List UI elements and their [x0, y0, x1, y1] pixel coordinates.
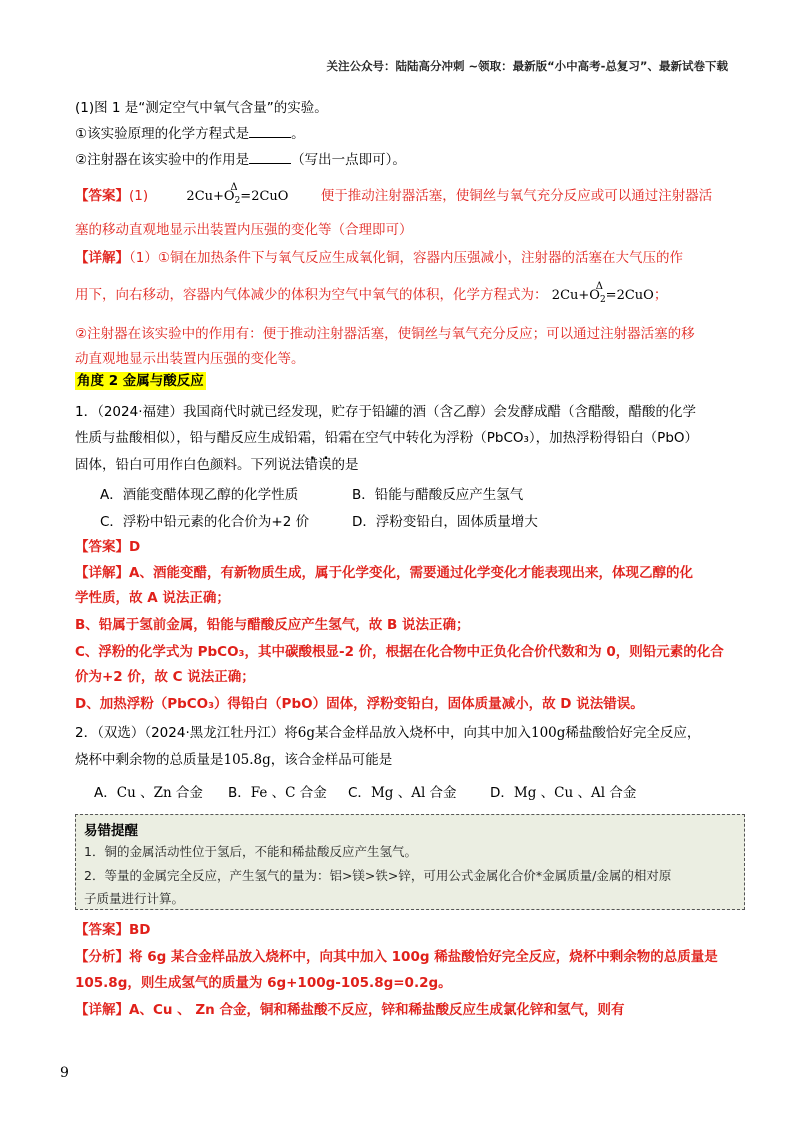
p2-text: 烧杯中剩余物的总质量是	[75, 752, 224, 768]
p2-text: ，该合金样品可能是	[270, 752, 393, 768]
chemical-equation: $2Cu+O_2$ Δ =2CuO	[552, 288, 654, 303]
emphasis-char: 错	[304, 457, 318, 473]
math-value: 6g	[297, 725, 315, 741]
emphasis-char: 误	[318, 457, 332, 473]
option-letter: B．	[228, 785, 251, 801]
q1-detail-3: ②注射器在该实验中的作用有：便于推动注射器活塞，使铜丝与氧气充分反应；可以通过注射器活塞的移	[75, 326, 695, 342]
answer-blank	[249, 125, 291, 138]
q1-intro: (1)图 1 是“测定空气中氧气含量”的实验。	[75, 100, 328, 116]
answer-label: 【答案】	[75, 539, 129, 555]
option-a: A．酒能变醋体现乙醇的化学性质	[100, 487, 299, 503]
section-title: 角度 2 金属与酸反应	[77, 373, 204, 389]
analysis-label: 【分析】	[75, 949, 129, 965]
math-value: 105.8g	[223, 752, 271, 768]
option-b: B．铅能与醋酸反应产生氢气	[352, 487, 524, 503]
q1-sub1	[75, 124, 305, 144]
delta-symbol: Δ	[595, 281, 604, 292]
tip-line-1: 1．铜的金属活动性位于氢后，不能和稀盐酸反应产生氢气。	[84, 844, 417, 859]
option-c	[348, 781, 457, 801]
option-d: D．浮粉变铅白，固体质量增大	[352, 514, 538, 530]
chemical-equation: $2Cu+O_2$ Δ =2CuO	[186, 189, 288, 204]
answer-value: D	[129, 539, 141, 555]
p2-analysis-2: 105.8g，则生成氢气的质量为 6g+100g-105.8g=0.2g。	[75, 975, 452, 991]
eq-right: 2CuO	[251, 189, 289, 204]
option-text: 合金	[171, 785, 203, 801]
option-letter: C．	[348, 785, 371, 801]
p1-detail-2: 学性质，故 A 说法正确；	[75, 590, 230, 606]
detail-text: A、酒能变醋，有新物质生成，属于化学变化，需要通过化学变化才能表现出来，体现乙醇的化	[129, 565, 693, 581]
option-formula: Cu 、Zn	[116, 785, 172, 801]
p1-line3-end: 的是	[331, 457, 359, 473]
detail-text: A、Cu 、 Zn 合金，铜和稀盐酸不反应，锌和稀盐酸反应生成氯化锌和氢气，则有	[129, 1002, 625, 1018]
answer-value: BD	[129, 922, 151, 938]
math-value: 100g	[530, 725, 566, 741]
p1-detail-6: D、加热浮粉（PbCO₃）得铅白（PbO）固体，浮粉变铅白，固体质量减小，故 D 说法错误。	[75, 696, 644, 712]
eq-left: 2Cu+O	[551, 288, 600, 303]
page-header: 关注公众号：陆陆高分冲刺 ~领取：最新版“小中高考-总复习”、最新试卷下载	[326, 59, 728, 73]
p1-line3	[75, 455, 359, 475]
option-formula: Fe 、C	[250, 785, 296, 801]
answer-label: 【答案】	[75, 188, 129, 204]
q1-detail-4: 动直观地显示出装置内压强的变化等。	[75, 351, 305, 367]
p1-detail-5: 价为+2 价，故 C 说法正确；	[75, 669, 255, 685]
error-tip-box	[75, 814, 745, 910]
p1-detail-3: B、铅属于氢前金属，铅能与醋酸反应产生氢气，故 B 说法正确；	[75, 617, 470, 633]
eq-sub: 2	[599, 295, 606, 305]
q1-sub2	[75, 150, 406, 170]
option-b	[228, 781, 327, 801]
p1-line2: 性质与盐酸相似），铅与醋反应生成铅霜，铅霜在空气中转化为浮粉（PbCO₃），加热浮粉得铅白（PbO）	[75, 430, 699, 446]
answer-blank	[249, 151, 291, 164]
q1-answer-cont: 塞的移动直观地显示出装置内压强的变化等（合理即可）	[75, 222, 413, 238]
p2-text: 某合金样品放入烧杯中，向其中加入	[314, 725, 531, 741]
p1-detail-1	[75, 563, 693, 583]
p2-line1	[75, 723, 700, 743]
detail-text: （1）①铜在加热条件下与氧气反应生成氧化铜，容器内压强减小，注射器的活塞在大气压的作	[129, 250, 683, 266]
option-formula: Mg 、Cu 、Al	[513, 785, 606, 801]
answer-number: (1)	[129, 188, 149, 204]
tip-title: 易错提醒	[84, 823, 138, 839]
page-number: 9	[60, 1065, 69, 1081]
option-formula: Mg 、Al	[370, 785, 426, 801]
p2-detail-1	[75, 1000, 624, 1020]
answer-label: 【答案】	[75, 922, 129, 938]
delta-symbol: Δ	[230, 182, 238, 193]
q1-detail-2	[75, 281, 668, 310]
option-text: 合金	[295, 785, 327, 801]
option-d	[490, 781, 636, 801]
detail-label: 【详解】	[75, 1002, 129, 1018]
option-text: 合金	[425, 785, 457, 801]
option-letter: D．	[490, 785, 514, 801]
tip-line-2: 2．等量的金属完全反应，产生氢气的量为：铝>镁>铁>锌，可用公式金属化合价*金属质量/金属的相对原	[84, 868, 672, 883]
q1-sub2-text: ②注射器在该实验中的作用是	[75, 152, 250, 168]
p1-line1: 1．（2024·福建）我国商代时就已经发现，贮存于铅罐的酒（含乙醇）会发酵成醋（含醋酸，醋酸的化学	[75, 404, 696, 420]
option-letter: A．	[94, 785, 117, 801]
q1-answer	[75, 182, 713, 211]
option-text: 合金	[605, 785, 637, 801]
detail-end: ；	[653, 287, 668, 303]
p1-answer	[75, 537, 140, 557]
option-c: C．浮粉中铅元素的化合价为+2 价	[100, 514, 310, 530]
p2-analysis-1	[75, 947, 718, 967]
eq-right: 2CuO	[616, 288, 654, 303]
p2-text: 稀盐酸恰好完全反应，	[565, 725, 701, 741]
p2-text: 2．（双选）（2024·黑龙江牡丹江）将	[75, 725, 298, 741]
p1-detail-4: C、浮粉的化学式为 PbCO₃，其中碳酸根显-2 价，根据在化合物中正负化合价代数和为 0，则铅元素的化合	[75, 644, 724, 660]
answer-text: 便于推动注射器活塞，使铜丝与氧气充分反应或可以通过注射器活	[320, 188, 713, 204]
detail-text: 用下，向右移动，容器内气体减少的体积为空气中氧气的体积，化学方程式为：	[75, 287, 548, 303]
tip-line-3: 子质量进行计算。	[84, 891, 185, 906]
q1-detail	[75, 248, 683, 268]
p2-answer	[75, 920, 151, 940]
detail-label: 【详解】	[75, 565, 129, 581]
p1-line3-text: 固体，铅白可用作白色颜料。下列说法	[75, 457, 305, 473]
eq-left: 2Cu+O	[186, 189, 235, 204]
q1-sub1-end: 。	[291, 126, 305, 142]
analysis-text: 将 6g 某合金样品放入烧杯中，向其中加入 100g 稀盐酸恰好完全反应，烧杯中剩余物的总质量是	[129, 949, 718, 965]
q1-sub2-end: （写出一点即可）。	[291, 152, 406, 168]
q1-sub1-text: ①该实验原理的化学方程式是	[75, 126, 250, 142]
p2-line2	[75, 750, 392, 770]
eq-sub: 2	[234, 196, 241, 206]
detail-label: 【详解】	[75, 250, 129, 266]
option-a	[94, 781, 203, 801]
